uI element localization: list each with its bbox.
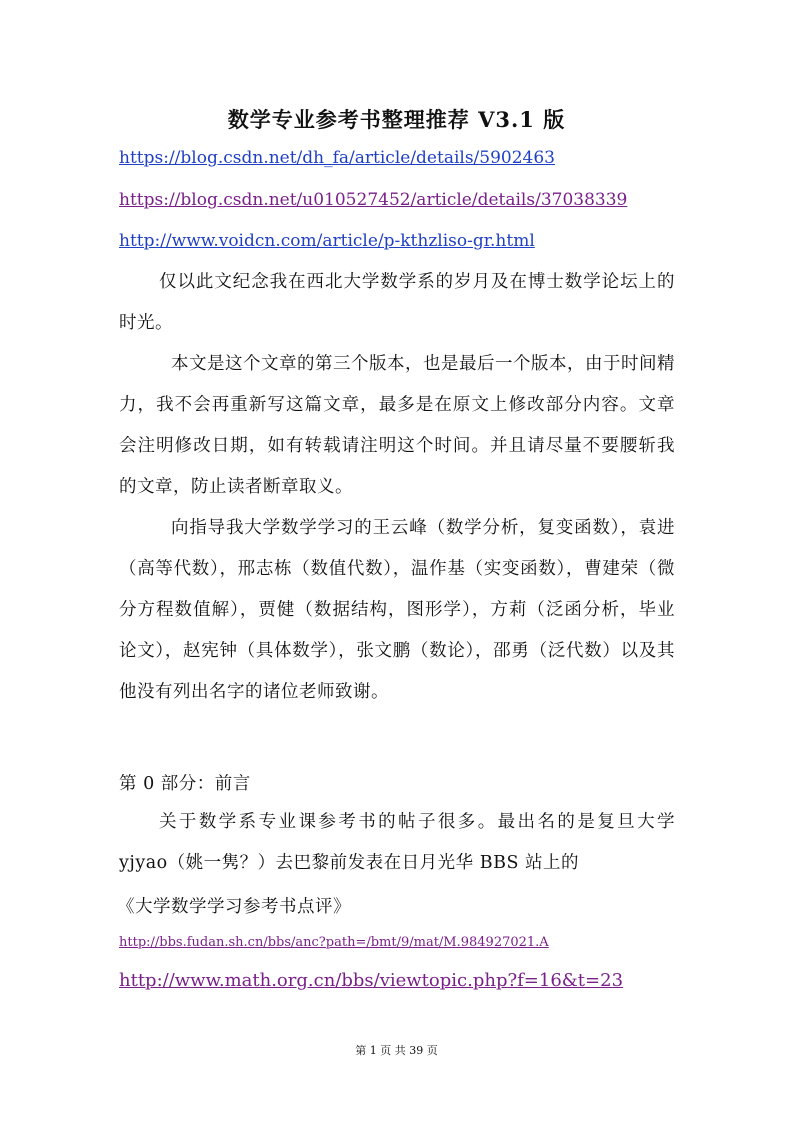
page-footer: 第 1 页 共 39 页 bbox=[355, 1044, 438, 1057]
version-note-paragraph: 本文是这个文章的第三个版本，也是最后一个版本，由于时间精力，我不会再重新写这篇文章，最多是在原文上修改部分内容。文章会注明修改日期，如有转载请注明这个时间。并且请尽量不要腰斩我的文章，防止读者断章取义。 bbox=[119, 354, 675, 497]
reference-link-3[interactable]: http://www.voidcn.com/article/p-kthzliso-gr.html bbox=[119, 231, 535, 251]
reference-link-2[interactable]: https://blog.csdn.net/u010527452/article/details/37038339 bbox=[119, 190, 628, 210]
dedication-paragraph: 仅以此文纪念我在西北大学数学系的岁月及在博士数学论坛上的时光。 bbox=[119, 272, 675, 333]
document-title: 数学专业参考书整理推荐 V3.1 版 bbox=[227, 107, 566, 132]
preface-paragraph: 关于数学系专业课参考书的帖子很多。最出名的是复旦大学 yjyao（姚一隽？）去巴黎前发表在日月光华 BBS 站上的 bbox=[119, 812, 675, 873]
acknowledgement-paragraph: 向指导我大学数学学习的王云峰（数学分析，复变函数），袁进（高等代数），邢志栋（数值代数），温作基（实变函数），曹建荣（微分方程数值解），贾健（数据结构，图形学），方莉（泛函分析，毕业论文），赵宪钟（具体数学），张文鹏（数论），邵勇（泛代数）以及其他没有列出名字的诸位老师致谢。 bbox=[119, 518, 675, 702]
reference-link-5[interactable]: http://www.math.org.cn/bbs/viewtopic.php?f=16&t=23 bbox=[119, 970, 624, 991]
reference-link-4[interactable]: http://bbs.fudan.sh.cn/bbs/anc?path=/bmt/9/mat/M.984927021.A bbox=[119, 935, 549, 950]
reference-link-1[interactable]: https://blog.csdn.net/dh_fa/article/details/5902463 bbox=[119, 148, 555, 168]
book-title: 《大学数学学习参考书点评》 bbox=[117, 897, 351, 917]
section-heading-preface: 第 0 部分：前言 bbox=[119, 774, 251, 794]
